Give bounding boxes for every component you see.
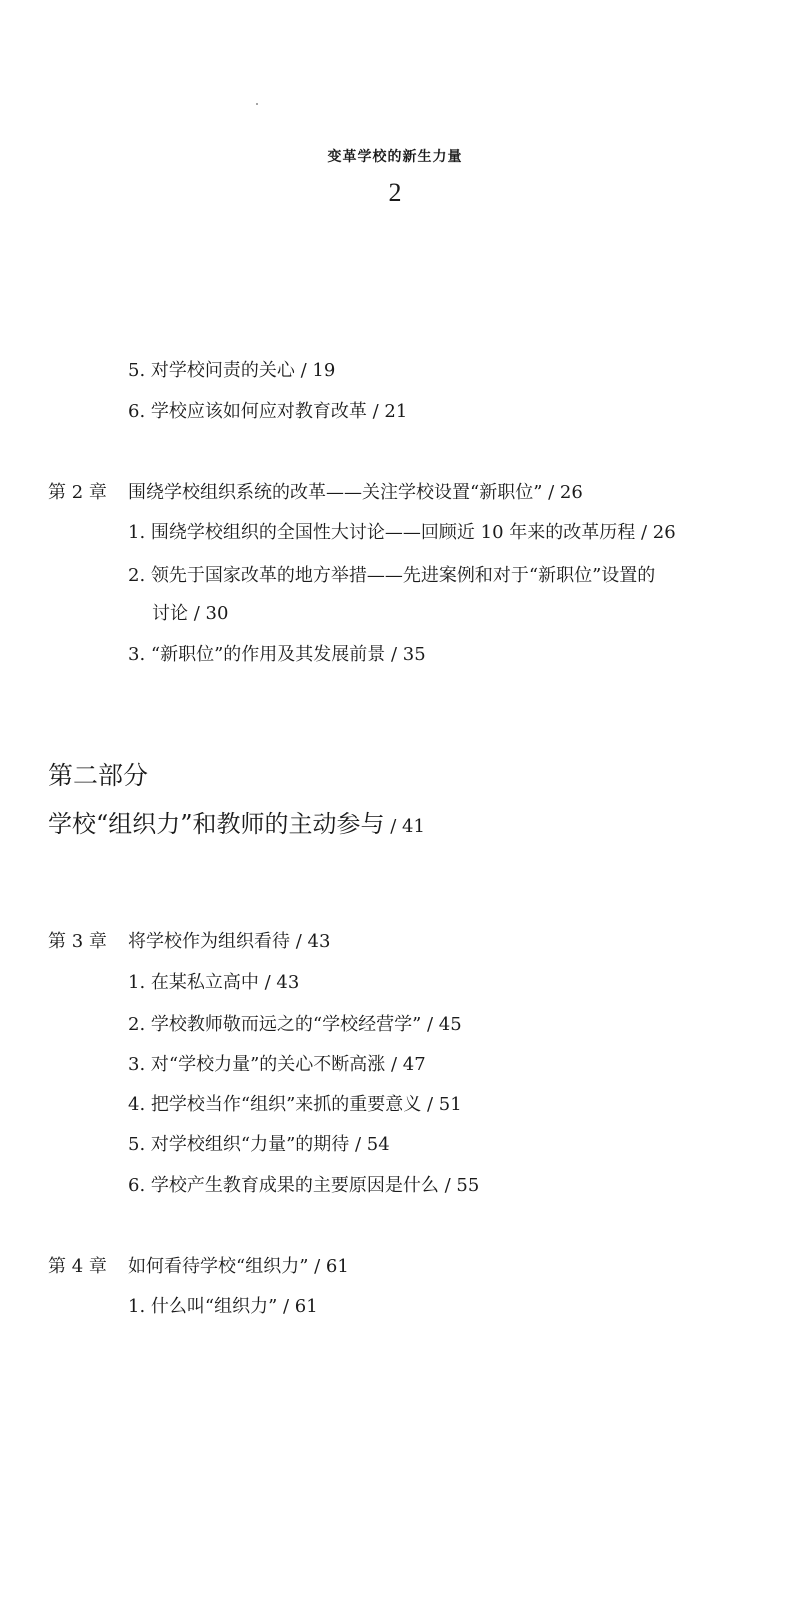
toc-entry[interactable]: 4. 把学校当作“组织”来抓的重要意义 / 51	[128, 1094, 462, 1115]
toc-entry[interactable]: 1. 在某私立高中 / 43	[128, 972, 300, 993]
toc-entry[interactable]: 2. 领先于国家改革的地方举措——先进案例和对于“新职位”设置的	[128, 565, 656, 586]
toc-entry[interactable]: 5. 对学校组织“力量”的期待 / 54	[128, 1134, 390, 1155]
chapter-label: 第 3 章	[48, 931, 107, 952]
toc-entry[interactable]: 2. 学校教师敬而远之的“学校经营学” / 45	[128, 1014, 462, 1035]
toc-entry[interactable]: 1. 围绕学校组织的全国性大讨论——回顾近 10 年来的改革历程 / 26	[128, 522, 676, 543]
part-subtitle-page: / 41	[384, 816, 425, 837]
part-subtitle-text: 学校“组织力”和教师的主动参与	[48, 810, 385, 838]
chapter-title: 将学校作为组织看待 / 43	[128, 931, 331, 952]
toc-entry[interactable]: 3. “新职位”的作用及其发展前景 / 35	[128, 644, 426, 665]
toc-entry[interactable]: 6. 学校产生教育成果的主要原因是什么 / 55	[128, 1175, 480, 1196]
toc-entry[interactable]: 3. 对“学校力量”的关心不断高涨 / 47	[128, 1054, 426, 1075]
part-subtitle[interactable]	[48, 808, 425, 843]
chapter-heading[interactable]	[48, 1255, 349, 1279]
chapter-label: 第 2 章	[48, 482, 107, 503]
chapter-heading[interactable]	[48, 481, 583, 505]
part-heading: 第二部分	[48, 761, 149, 790]
running-header: 变革学校的新生力量	[327, 149, 463, 165]
chapter-heading[interactable]	[48, 930, 330, 954]
chapter-title: 如何看待学校“组织力” / 61	[128, 1256, 349, 1277]
toc-entry[interactable]: 1. 什么叫“组织力” / 61	[128, 1296, 318, 1317]
toc-entry-continuation[interactable]: 讨论 / 30	[152, 603, 229, 624]
chapter-label: 第 4 章	[48, 1256, 107, 1277]
scan-dot	[256, 103, 258, 105]
toc-entry[interactable]: 6. 学校应该如何应对教育改革 / 21	[128, 401, 408, 422]
chapter-title: 围绕学校组织系统的改革——关注学校设置“新职位” / 26	[128, 482, 583, 503]
page-number: 2	[388, 178, 402, 207]
toc-entry[interactable]: 5. 对学校问责的关心 / 19	[128, 360, 336, 381]
